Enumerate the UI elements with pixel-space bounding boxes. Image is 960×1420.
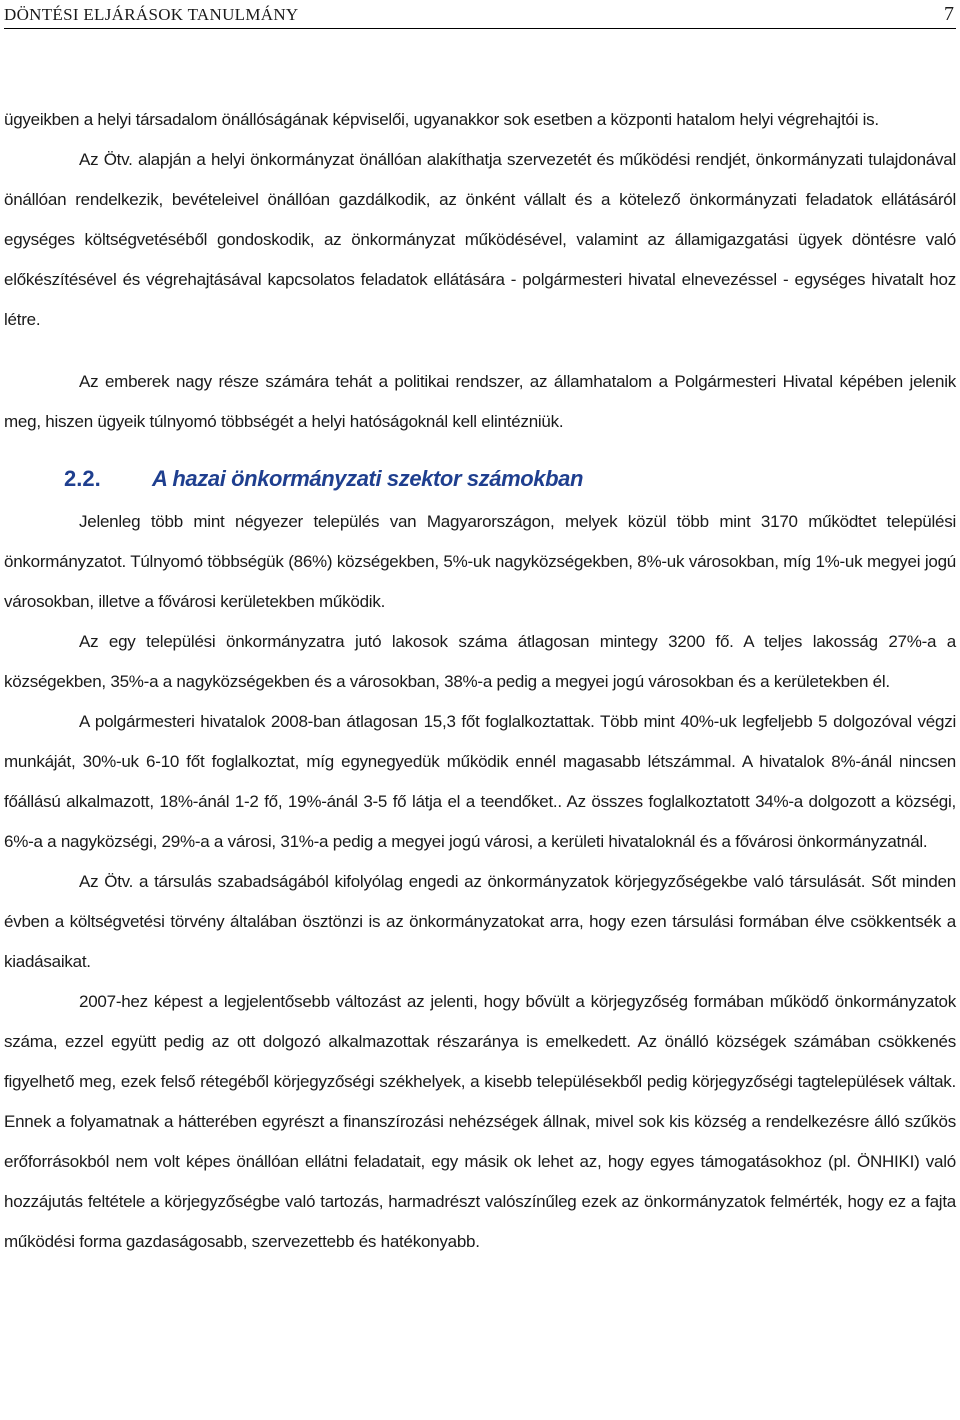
document-title: DÖNTÉSI ELJÁRÁSOK TANULMÁNY bbox=[4, 5, 299, 24]
section-number: 2.2. bbox=[64, 466, 101, 491]
running-header bbox=[4, 2, 956, 29]
paragraph-otv-autonomy: Az Ötv. alapján a helyi önkormányzat önállóan alakíthatja szervezetét és működési rendjét, önkormányzati tulajdonával önállóan rendelkezik, bevételeivel önállóan gazdálkodik, az önként vállalt és a kötelező önkormányzati feladatok ellátásáról egységes költségvetéséből gondoskodik, az önkormányzat működésével, valamint az államigazgatási ügyek döntésre való előkészítésével és végrehajtásával kapcsolatos feladatok ellátására - polgármesteri hivatal elnevezéssel - egységes hivatalt hoz létre. bbox=[4, 150, 956, 329]
paragraph-associations: Az Ötv. a társulás szabadságából kifolyólag engedi az önkormányzatok körjegyzőségekbe való társulását. Sőt minden évben a költségvetési törvény általában ösztönzi is az önkormányzatokat arra, hogy ezen társulási formában élve csökkentsék a kiadásaikat. bbox=[4, 872, 956, 971]
section-title: A hazai önkormányzati szektor számokban bbox=[152, 466, 584, 491]
paragraph-population: Az egy települési önkormányzatra jutó lakosok száma átlagosan mintegy 3200 fő. A teljes lakosság 27%-a a községekben, 35%-a a nagyközségekben és a városokban, 38%-a pedig a megyei jogú városokban és a kerületekben él. bbox=[4, 632, 956, 691]
paragraph-mayors-office: Az emberek nagy része számára tehát a politikai rendszer, az államhatalom a Polgármesteri Hivatal képében jelenik meg, hiszen ügyeik túlnyomó többségét a helyi hatóságoknál kell elintézniük. bbox=[4, 372, 956, 431]
section-heading bbox=[4, 462, 956, 496]
page-number: 7 bbox=[944, 3, 954, 25]
paragraph-settlements: Jelenleg több mint négyezer település van Magyarországon, melyek közül több mint 3170 működtet települési önkormányzatot. Túlnyomó többségük (86%) községekben, 5%-uk nagyközségekben, 8%-uk városokban, míg 1%-uk megyei jogú városokban, illetve a fővárosi kerületekben működik. bbox=[4, 512, 956, 611]
page-body bbox=[4, 100, 956, 1262]
paragraph-staffing: A polgármesteri hivatalok 2008-ban átlagosan 15,3 főt foglalkoztattak. Több mint 40%-uk legfeljebb 5 dolgozóval végzi munkáját, 30%-uk 6-10 főt foglalkoztat, míg egynegyedük működik ennél magasabb létszámmal. A hivatalok 8%-ánál nincsen főállású alkalmazott, 18%-ánál 1-2 fő, 19%-ánál 3-5 fő látja el a teendőket.. Az összes foglalkoztatott 34%-a dolgozott a községi, 6%-a a nagyközségi, 29%-a a városi, 31%-a pedig a megyei jogú városi, a kerületi hivataloknál és a fővárosi önkormányzatnál. bbox=[4, 712, 956, 851]
paragraph-changes-2007: 2007-hez képest a legjelentősebb változást az jelenti, hogy bővült a körjegyzőség formában működő önkormányzatok száma, ezzel együtt pedig az ott dolgozó alkalmazottak részaránya is emelkedett. Az önálló községek számában csökkenés figyelhető meg, ezek felső rétegéből körjegyzőségi székhelyek, a kisebb településekből pedig körjegyzőségi tagtelepülések váltak. Ennek a folyamatnak a hátterében egyrészt a finanszírozási nehézségek állnak, mivel sok kis község a rendelkezésre álló szűkös erőforrásokból nem volt képes önállóan ellátni feladatait, egy másik ok lehet az, hogy egyes támogatásokhoz (pl. ÖNHIKI) való hozzájutás feltétele a körjegyzőségbe való tartozás, harmadrészt valószínűleg ezek az önkormányzatok felmérték, hogy ez a fajta működési forma gazdaságosabb, szervezettebb és hatékonyabb. bbox=[4, 992, 956, 1251]
paragraph-continuation: ügyeikben a helyi társadalom önállóságának képviselői, ugyanakkor sok esetben a központi hatalom helyi végrehajtói is. bbox=[4, 110, 879, 129]
